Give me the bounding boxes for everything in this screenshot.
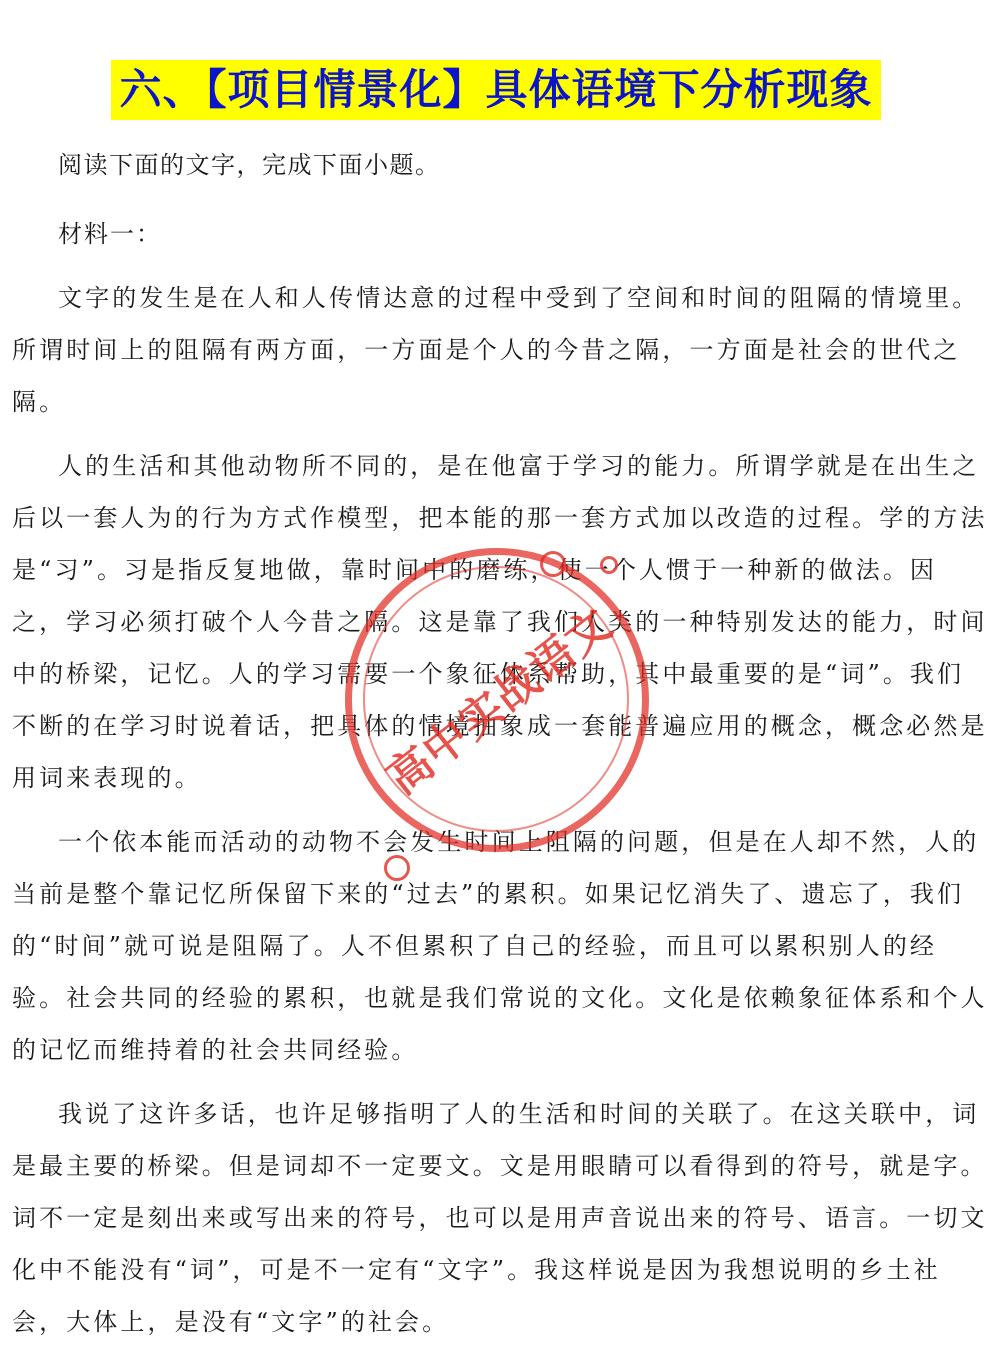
paragraph-1-line-3: 隔。 xyxy=(12,388,67,416)
paragraph-4-line-1: 我说了这许多话，也许足够指明了人的生活和时间的关联了。在这关联中，词 xyxy=(58,1100,980,1128)
paragraph-3-line-3: 的“时间”就可说是阻隔了。人不但累积了自己的经验，而且可以累积别人的经 xyxy=(12,932,938,960)
paragraph-2-line-4: 之，学习必须打破个人今昔之隔。这是靠了我们人类的一种特别发达的能力，时间 xyxy=(12,608,988,636)
paragraph-4-line-2: 是最主要的桥梁。但是词却不一定要文。文是用眼睛可以看得到的符号，就是字。 xyxy=(12,1152,988,1180)
paragraph-4-line-5: 会，大体上，是没有“文字”的社会。 xyxy=(12,1308,450,1336)
paragraph-1-line-1: 文字的发生是在人和人传情达意的过程中受到了空间和时间的阻隔的情境里。 xyxy=(58,284,980,312)
material-label: 材料一： xyxy=(58,220,162,248)
paragraph-2-line-7: 用词来表现的。 xyxy=(12,764,202,792)
paragraph-1-line-2: 所谓时间上的阻隔有两方面，一方面是个人的今昔之隔，一方面是社会的世代之 xyxy=(12,336,961,364)
stamp-inner-ring xyxy=(363,566,629,832)
paragraph-3-line-4: 验。社会共同的经验的累积，也就是我们常说的文化。文化是依赖象征体系和个人 xyxy=(12,984,988,1012)
paragraph-2-line-2: 后以一套人为的行为方式作模型，把本能的那一套方式加以改造的过程。学的方法 xyxy=(12,504,988,532)
instruction-text: 阅读下面的文字，完成下面小题。 xyxy=(58,151,441,179)
paragraph-2-line-3: 是“习”。习是指反复地做，靠时间中的磨练，使一个人惯于一种新的做法。因 xyxy=(12,556,938,584)
paragraph-2-line-1: 人的生活和其他动物所不同的，是在他富于学习的能力。所谓学就是在出生之 xyxy=(58,452,980,480)
paragraph-2-line-5: 中的桥梁，记忆。人的学习需要一个象征体系帮助，其中最重要的是“词”。我们 xyxy=(12,660,965,688)
stamp-outer-ring xyxy=(345,548,649,852)
paragraph-4-line-3: 词不一定是刻出来或写出来的符号，也可以是用声音说出来的符号、语言。一切文 xyxy=(12,1204,988,1232)
title-bar xyxy=(0,60,992,120)
paragraph-3-line-1: 一个依本能而活动的动物不会发生时间上阻隔的问题，但是在人却不然，人的 xyxy=(58,828,980,856)
watermark-text: 高中实战语文 xyxy=(377,598,622,805)
stamp-dot-mark xyxy=(384,855,410,881)
paragraph-3-line-2: 当前是整个靠记忆所保留下来的“过去”的累积。如果记忆消失了、遗忘了，我们 xyxy=(12,880,965,908)
paragraph-4-line-4: 化中不能没有“词”，可是不一定有“文字”。我这样说是因为我想说明的乡土社 xyxy=(12,1256,941,1284)
paragraph-3-line-5: 的记忆而维持着的社会共同经验。 xyxy=(12,1036,419,1064)
page-title: 六、【项目情景化】具体语境下分析现象 xyxy=(111,60,880,120)
paragraph-2-line-6: 不断的在学习时说着话，把具体的情境抽象成一套能普遍应用的概念，概念必然是 xyxy=(12,712,988,740)
watermark-stamp xyxy=(345,548,655,858)
